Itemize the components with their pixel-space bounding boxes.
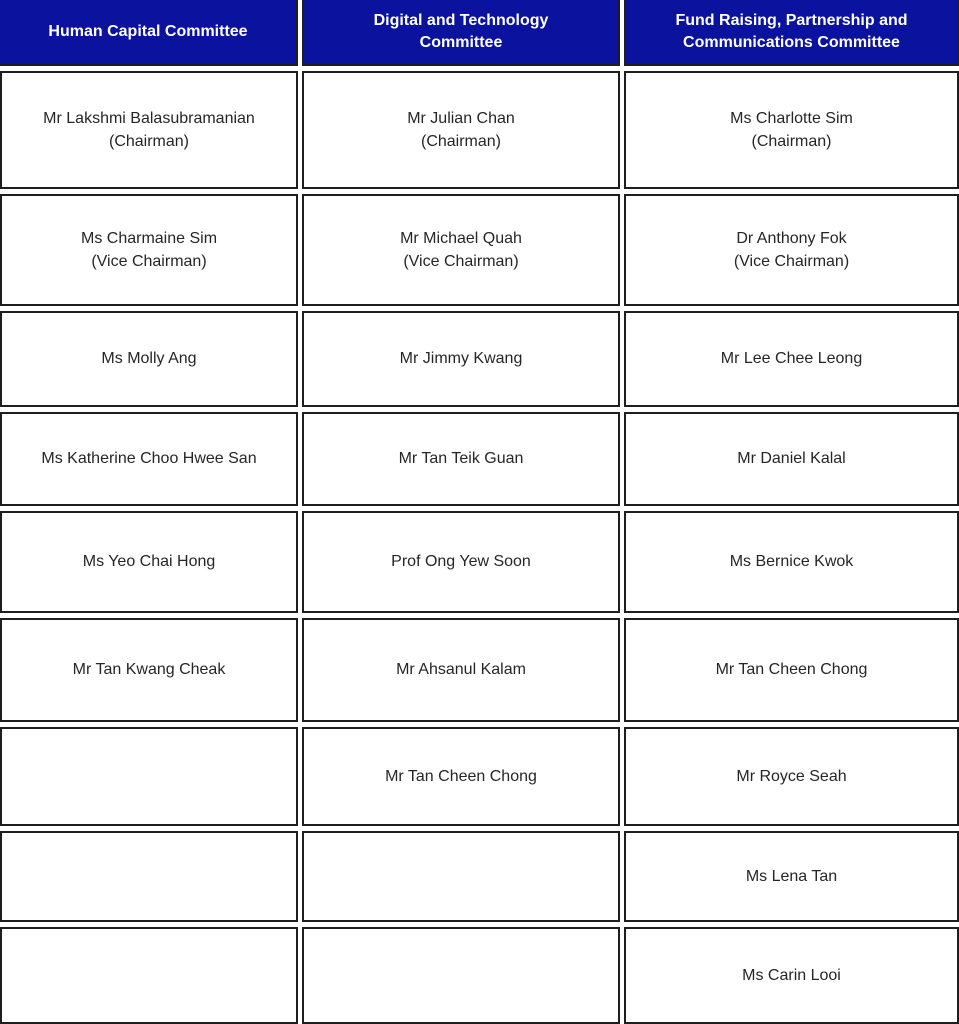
member-cell-empty (302, 927, 620, 1024)
member-name: Ms Charlotte Sim (730, 109, 853, 127)
member-role: (Vice Chairman) (91, 253, 207, 270)
member-cell (0, 511, 298, 613)
member-cell-empty (302, 831, 620, 922)
member-cell (624, 71, 959, 189)
member-cell (302, 727, 620, 826)
column-header-label: Digital and Technology Committee (373, 11, 549, 51)
member-name: Mr Michael Quah (400, 229, 522, 247)
column-header-fund-raising (624, 0, 959, 66)
member-cell (0, 194, 298, 306)
member-name: Mr Tan Kwang Cheak (72, 661, 226, 679)
member-role: (Vice Chairman) (733, 253, 850, 270)
member-name: Mr Tan Teik Guan (398, 450, 524, 468)
member-name: Ms Katherine Choo Hwee San (41, 450, 257, 468)
member-name: Mr Ahsanul Kalam (396, 661, 526, 679)
member-cell (0, 311, 298, 407)
member-name: Mr Lakshmi Balasubramanian (43, 109, 255, 127)
member-name: Mr Royce Seah (736, 767, 847, 785)
member-cell (624, 194, 959, 306)
member-name: Dr Anthony Fok (736, 229, 847, 247)
member-name: Mr Jimmy Kwang (399, 350, 523, 368)
column-header-label: Fund Raising, Partnership and Communications Committee (675, 11, 908, 51)
member-cell (302, 511, 620, 613)
column-header-digital-technology (302, 0, 620, 66)
member-name: Ms Charmaine Sim (80, 229, 218, 247)
member-name: Mr Lee Chee Leong (720, 350, 863, 368)
member-role: (Chairman) (420, 133, 501, 150)
member-cell (302, 412, 620, 506)
member-cell (624, 831, 959, 922)
member-name: Prof Ong Yew Soon (391, 553, 531, 571)
member-cell-empty (0, 831, 298, 922)
member-cell (624, 927, 959, 1024)
member-name: Mr Tan Cheen Chong (715, 661, 868, 679)
member-name: Mr Tan Cheen Chong (385, 767, 537, 785)
member-cell (0, 618, 298, 722)
member-cell (302, 618, 620, 722)
member-cell (624, 618, 959, 722)
member-cell (624, 511, 959, 613)
member-cell (302, 194, 620, 306)
member-role: (Chairman) (751, 133, 832, 150)
member-name: Ms Carin Looi (742, 966, 841, 984)
member-cell (0, 412, 298, 506)
member-cell (624, 727, 959, 826)
member-cell (302, 311, 620, 407)
member-name: Ms Bernice Kwok (729, 553, 854, 571)
member-role: (Vice Chairman) (403, 253, 519, 270)
member-cell (302, 71, 620, 189)
member-role: (Chairman) (108, 133, 189, 150)
member-name: Mr Julian Chan (407, 109, 515, 127)
member-name: Ms Lena Tan (745, 867, 838, 885)
member-name: Ms Molly Ang (101, 350, 197, 368)
column-header-label: Human Capital Committee (48, 22, 248, 40)
member-cell (624, 412, 959, 506)
member-name: Ms Yeo Chai Hong (82, 553, 216, 571)
member-cell-empty (0, 927, 298, 1024)
column-header-human-capital (0, 0, 298, 66)
member-cell-empty (0, 727, 298, 826)
member-cell (0, 71, 298, 189)
member-cell (624, 311, 959, 407)
member-name: Mr Daniel Kalal (737, 450, 846, 468)
